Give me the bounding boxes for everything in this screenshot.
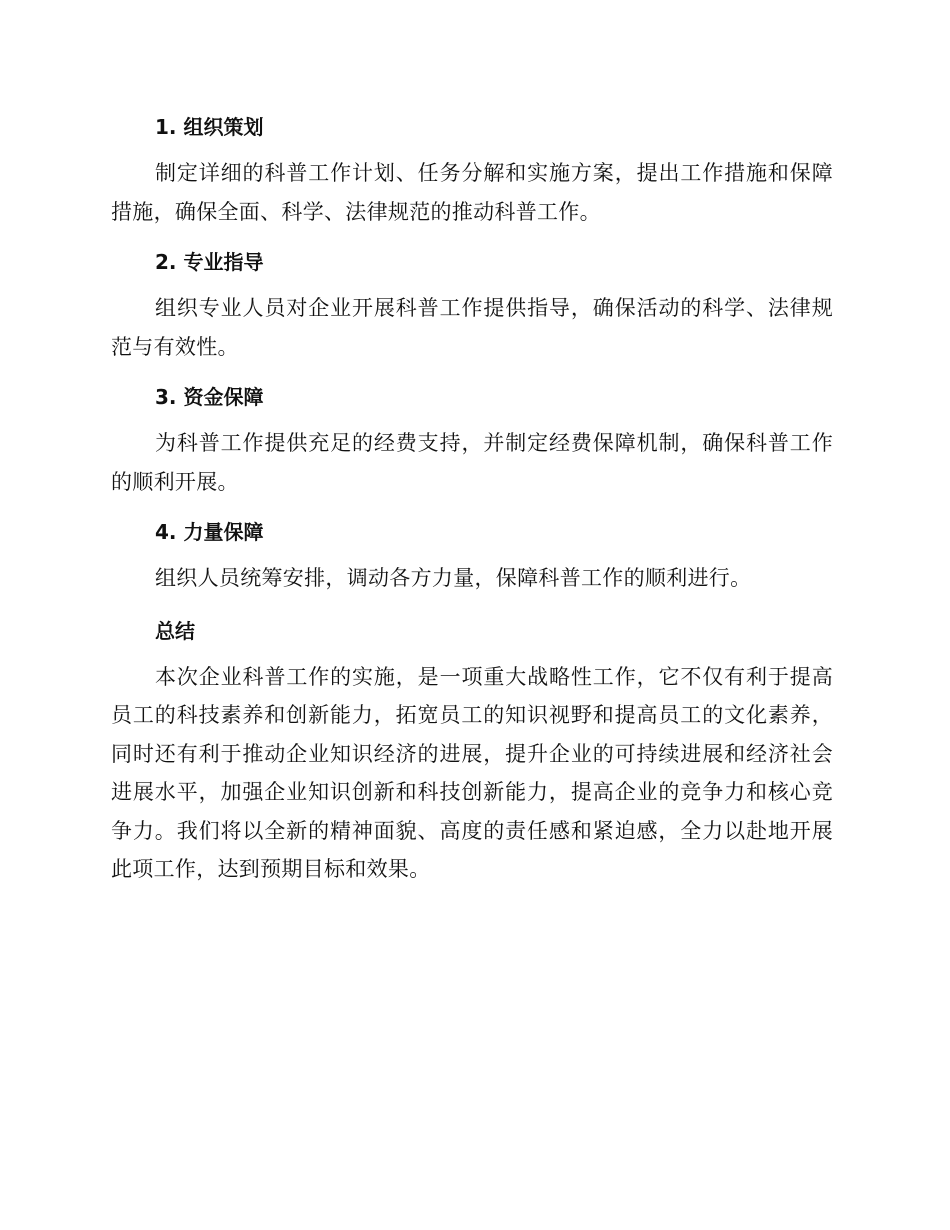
section-heading-professional-guidance: 2. 专业指导 (155, 250, 264, 274)
document-body (111, 108, 833, 901)
section-text-summary: 本次企业科普工作的实施，是一项重大战略性工作，它不仅有利于提高员工的科技素养和创新能力，拓宽员工的知识视野和提高员工的文化素养，同时还有利于推动企业知识经济的进展，提升企业的可持续进展和经济社会进展水平，加强企业知识创新和科技创新能力，提高企业的竞争力和核心竞争力。我们将以全新的精神面貌、高度的责任感和紧迫感，全力以赴地开展此项工作，达到预期目标和效果。 (111, 664, 833, 881)
section-heading-organization-planning: 1. 组织策划 (155, 115, 264, 139)
section-text-professional-guidance: 组织专业人员对企业开展科普工作提供指导，确保活动的科学、法律规范与有效性。 (111, 296, 833, 359)
section-text-manpower-guarantee: 组织人员统筹安排，调动各方力量，保障科普工作的顺利进行。 (155, 566, 752, 590)
section-text-funding-guarantee: 为科普工作提供充足的经费支持，并制定经费保障机制，确保科普工作的顺利开展。 (111, 431, 833, 494)
section-heading-funding-guarantee: 3. 资金保障 (155, 385, 264, 409)
section-heading-manpower-guarantee: 4. 力量保障 (155, 520, 264, 544)
section-text-organization-planning: 制定详细的科普工作计划、任务分解和实施方案，提出工作措施和保障措施，确保全面、科学、法律规范的推动科普工作。 (111, 161, 833, 224)
section-heading-summary: 总结 (155, 618, 195, 643)
